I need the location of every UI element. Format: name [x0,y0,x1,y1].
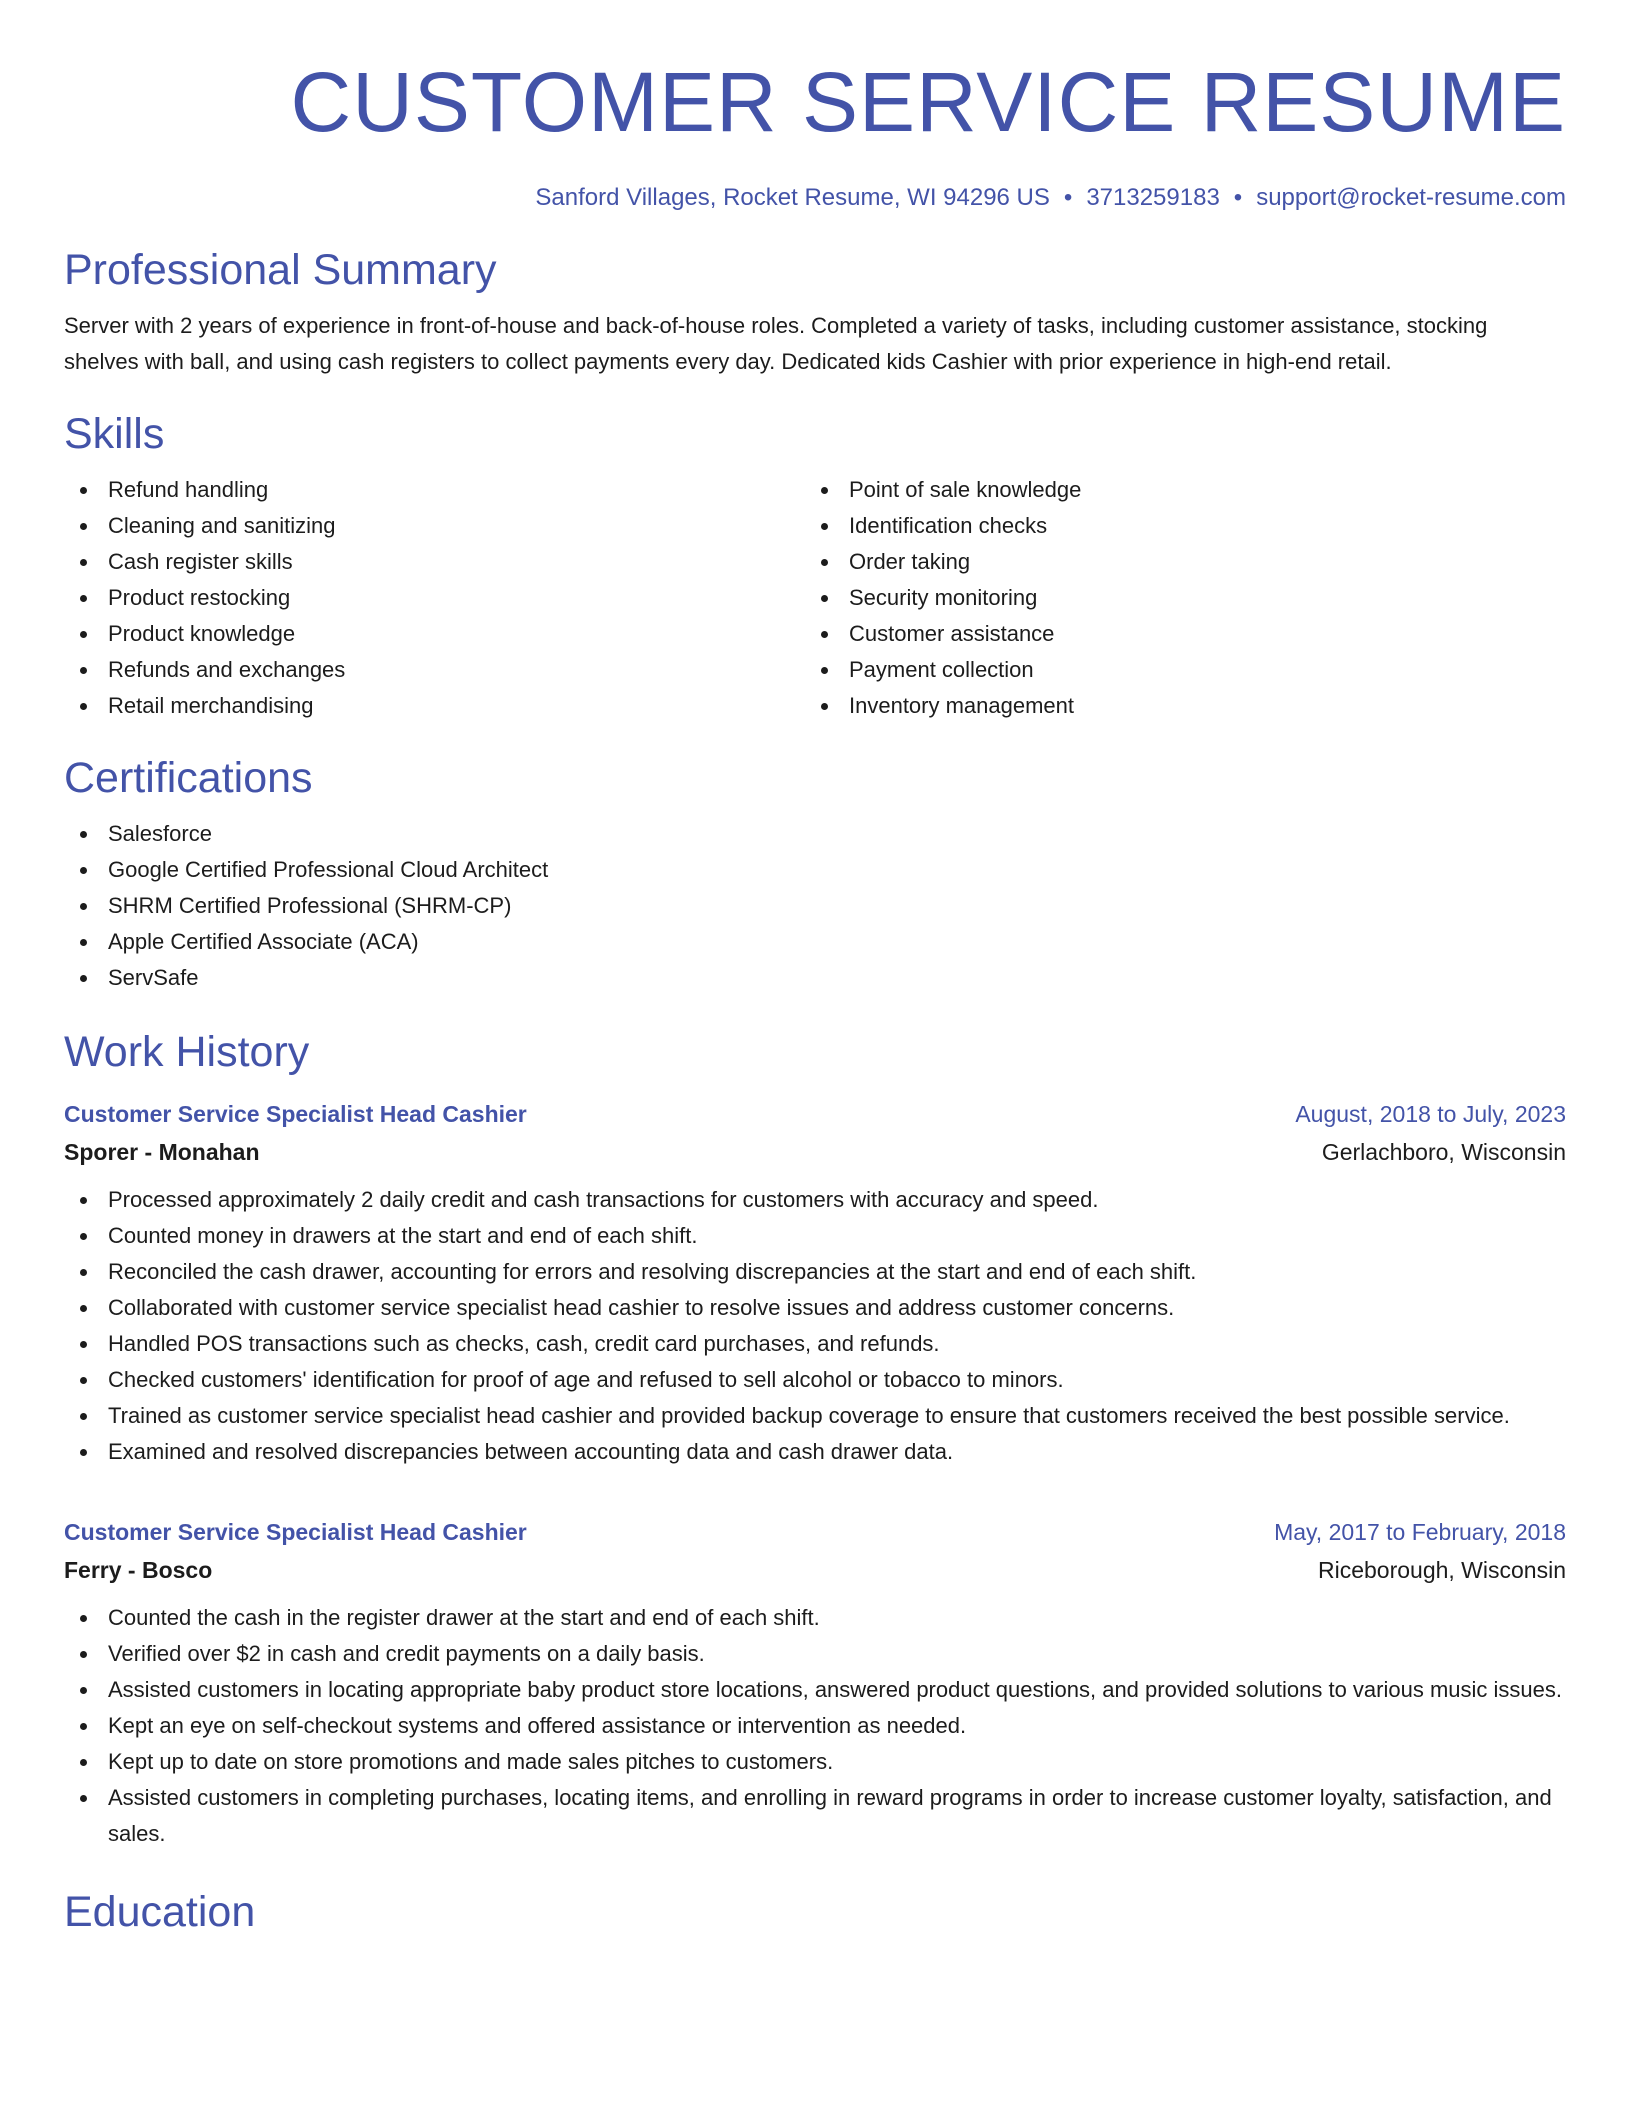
certification-item: Apple Certified Associate (ACA) [64,924,1566,960]
summary-heading: Professional Summary [64,246,497,294]
job-title: Customer Service Specialist Head Cashier [64,1519,527,1545]
job-company: Ferry - Bosco [64,1557,213,1583]
skills-heading: Skills [64,410,165,458]
skill-item: Identification checks [805,508,1546,544]
contact-email: support@rocket-resume.com [1256,184,1566,211]
job-bullet: Counted money in drawers at the start and end of each shift. [64,1218,1566,1254]
certifications-heading: Certifications [64,754,313,802]
job-bullet: Processed approximately 2 daily credit and cash transactions for customers with accuracy and speed. [64,1182,1566,1218]
education-heading: Education [64,1888,256,1936]
job-location: Gerlachboro, Wisconsin [1321,1139,1566,1165]
skill-item: Point of sale knowledge [805,472,1546,508]
job-bullet: Checked customers' identification for proof of age and refused to sell alcohol or tobacco to minors. [64,1362,1566,1398]
job-bullet: Reconciled the cash drawer, accounting for errors and resolving discrepancies at the start and end of each shift. [64,1254,1566,1290]
job-bullet: Kept up to date on store promotions and made sales pitches to customers. [64,1744,1566,1780]
skill-item: Refund handling [64,472,805,508]
job-bullet: Verified over $2 in cash and credit payments on a daily basis. [64,1636,1566,1672]
certification-item: ServSafe [64,960,1566,996]
job-company-row [64,1550,1566,1590]
job-bullet: Collaborated with customer service specialist head cashier to resolve issues and address customer concerns. [64,1290,1566,1326]
skill-item: Order taking [805,544,1546,580]
skill-item: Product restocking [64,580,805,616]
job-company-row [64,1132,1566,1172]
job-bullets [64,1600,1566,1852]
skill-item: Product knowledge [64,616,805,652]
job-bullet: Trained as customer service specialist head cashier and provided backup coverage to ensure that customers received the best possible service. [64,1398,1566,1434]
resume-name: CUSTOMER SERVICE RESUME [290,55,1566,149]
job-entry [64,1514,1566,1852]
contact-separator: • [1063,184,1073,211]
skill-item: Retail merchandising [64,688,805,724]
job-bullet: Counted the cash in the register drawer at the start and end of each shift. [64,1600,1566,1636]
resume-page [64,0,1566,1938]
skill-item: Security monitoring [805,580,1546,616]
job-dates: May, 2017 to February, 2018 [1274,1519,1566,1545]
skills-list-right [805,472,1546,724]
contact-line [64,182,1566,214]
skills-list-left [64,472,805,724]
job-bullet: Assisted customers in completing purchases, locating items, and enrolling in reward programs in order to increase customer loyalty, satisfaction, and sales. [64,1780,1566,1852]
job-bullet: Kept an eye on self-checkout systems and offered assistance or intervention as needed. [64,1708,1566,1744]
work-history-heading: Work History [64,1028,310,1076]
job-location: Riceborough, Wisconsin [1317,1557,1566,1583]
skill-item: Customer assistance [805,616,1546,652]
job-bullets [64,1182,1566,1470]
job-bullet: Assisted customers in locating appropriate baby product store locations, answered product questions, and provided solutions to various music issues. [64,1672,1566,1708]
skill-item: Cash register skills [64,544,805,580]
certification-item: Google Certified Professional Cloud Architect [64,852,1566,888]
contact-address: Sanford Villages, Rocket Resume, WI 94296 US [535,184,1050,211]
summary-text: Server with 2 years of experience in front-of-house and back-of-house roles. Completed a variety of tasks, including customer assistance, stocking shelves with ball, and using cash registers to collect payments every day. Dedicated kids Cashier with prior experience in high-end retail. [64,313,1488,374]
job-header-row [64,1096,1566,1132]
skill-item: Payment collection [805,652,1546,688]
contact-separator: • [1233,184,1243,211]
certifications-list [64,816,1566,996]
skill-item: Cleaning and sanitizing [64,508,805,544]
job-dates: August, 2018 to July, 2023 [1295,1101,1566,1127]
skills-columns [64,472,1566,724]
contact-phone: 3713259183 [1086,184,1220,211]
job-header-row [64,1514,1566,1550]
job-title: Customer Service Specialist Head Cashier [64,1101,527,1127]
job-bullet: Examined and resolved discrepancies between accounting data and cash drawer data. [64,1434,1566,1470]
skill-item: Refunds and exchanges [64,652,805,688]
certification-item: SHRM Certified Professional (SHRM-CP) [64,888,1566,924]
certification-item: Salesforce [64,816,1566,852]
job-entry [64,1096,1566,1470]
skill-item: Inventory management [805,688,1546,724]
job-company: Sporer - Monahan [64,1139,260,1165]
job-bullet: Handled POS transactions such as checks, cash, credit card purchases, and refunds. [64,1326,1566,1362]
